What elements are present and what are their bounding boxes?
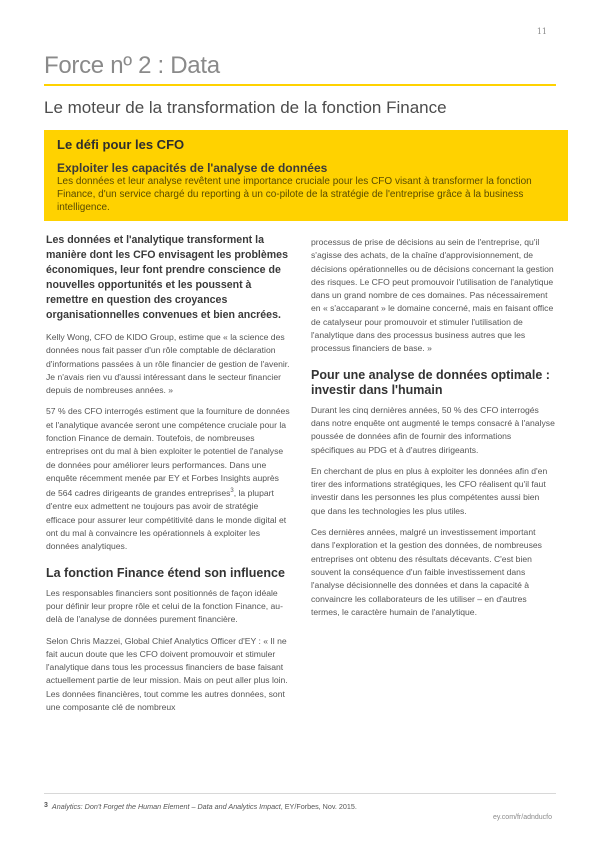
callout-text: Les données et leur analyse revêtent une importance cruciale pour les CFO visant à transformer la fonction Finance, d'un service chargé du reporting à un co-pilote de la stratégie de l'entreprise grâce à la business intelligence. xyxy=(57,176,532,213)
section-heading-human-investment: Pour une analyse de données optimale : investir dans l'humain xyxy=(311,367,550,397)
paragraph-survey xyxy=(46,405,290,553)
paragraph-responsables: Les responsables financiers sont positionnés de façon idéale pour définir leur propre rôle et celui de la fonction Finance, au-delà de l'analyse de données purement financière. xyxy=(46,587,283,625)
footnote-reference[interactable]: 3 xyxy=(230,488,234,495)
callout-subtitle: Exploiter les capacités de l'analyse de données xyxy=(57,161,328,175)
callout-title: Le défi pour les CFO xyxy=(57,137,185,152)
footnote-divider xyxy=(44,793,556,794)
survey-text-start: 57 % des CFO interrogés estiment que la fourniture de données et l'analytique avancée seront une compétence cruciale pour la fonction Finance de demain. Toutefois, de nombreuses entreprises ont du mal à bien exploiter le potentiel de l'analyse de données pour améliorer leurs performances. Dans une enquête récemment menée par EY et Forbes Insights auprès de 564 cadres dirigeants de grandes entreprises xyxy=(46,406,290,499)
paragraph-kelly-wong: Kelly Wong, CFO de KIDO Group, estime que « la science des données nous fait passer d'un rôle comptable de déclaration d'informations passées à un rôle financier de gestion de l'avenir. Je n'avais rien vu d'aussi intéressant dans le secteur financier depuis de nombreuses années. » xyxy=(46,332,290,396)
footnote-source: , EY/Forbes, Nov. 2015. xyxy=(280,802,357,811)
paragraph-cinq-annees: Durant les cinq dernières années, 50 % des CFO interrogés dans notre enquête ont augmenté le temps consacré à l'analyse poussée de données afin de fournir des informations spécifiques au PDG et à d'autres dirigeants. xyxy=(311,404,555,455)
footnote-title: Analytics: Don't Forget the Human Element – Data and Analytics Impact xyxy=(51,802,281,811)
paragraph-processus: processus de prise de décisions au sein de l'entreprise, qu'il s'agisse des achats, de la chaîne d'approvisionnement, de décisions opérationnelles ou de décisions concernant la gestion des risques. Le CFO peut promouvoir l'utilisation de l'analytique dans un grand nombre de ces domaines. Pas nécessairement en « s'accaparant » le domaine concerné, mais en faisant office de catalyseur pour promouvoir et stimuler l'utilisation de l'analytique dans des processus business autres que les processus financiers de base. » xyxy=(311,237,554,354)
footer-link[interactable]: ey.com/fr/adnducfo xyxy=(492,814,552,821)
left-column xyxy=(46,233,290,722)
paragraph-chris-mazzei: Selon Chris Mazzei, Global Chief Analytics Officer d'EY : « Il ne fait aucun doute que les CFO doivent promouvoir et stimuler l'analytique dans tous les processus financiers de base faisant actuellement partie de leur mission. Mais on peut aller plus loin. Les données financières, tout comme les autres données, sont une composante clé de nombreux xyxy=(46,635,288,712)
page-subtitle: Le moteur de la transformation de la fonction Finance xyxy=(44,98,447,117)
title-underline xyxy=(44,84,556,86)
lead-paragraph: Les données et l'analytique transforment la manière dont les CFO envisagent les problèmes économiques, leur font prendre conscience de nouvelles opportunités et les poussent à remettre en question des croyances organisationnelles convenues et bien ancrées. xyxy=(46,234,288,321)
cfo-challenge-callout xyxy=(44,130,568,221)
page-title: Force nº 2 : Data xyxy=(44,52,220,79)
footnote xyxy=(44,802,357,811)
paragraph-exploiter: En cherchant de plus en plus à exploiter les données afin d'en tirer des informations stratégiques, les CFO réalisent qu'il faut investir dans les personnes les plus compétentes aussi bien que dans les technologies les plus utiles. xyxy=(311,465,548,516)
right-column xyxy=(311,236,555,627)
paragraph-dernieres-annees: Ces dernières années, malgré un investissement important dans l'exploration et la gestion des données, de nombreuses entreprises ont obtenu des résultats décevants. C'est bien souvent la conséquence d'un faible investissement dans l'analyse décisionnelle des données et dans la capacité à convaincre les collaborateurs de les utiliser – en d'autres termes, le caractère humain de l'analytique. xyxy=(311,527,542,617)
footnote-number: 3 xyxy=(44,802,48,809)
section-heading-finance-influence: La fonction Finance étend son influence xyxy=(46,565,285,580)
survey-text-end: , la plupart d'entre eux admettent ne toujours pas avoir de stratégie efficace pour assurer leur compétitivité dans le monde digital et ont du mal à convaincre les opérationnels à exploiter les données analytiques. xyxy=(46,488,287,552)
page-number: 11 xyxy=(536,27,547,36)
